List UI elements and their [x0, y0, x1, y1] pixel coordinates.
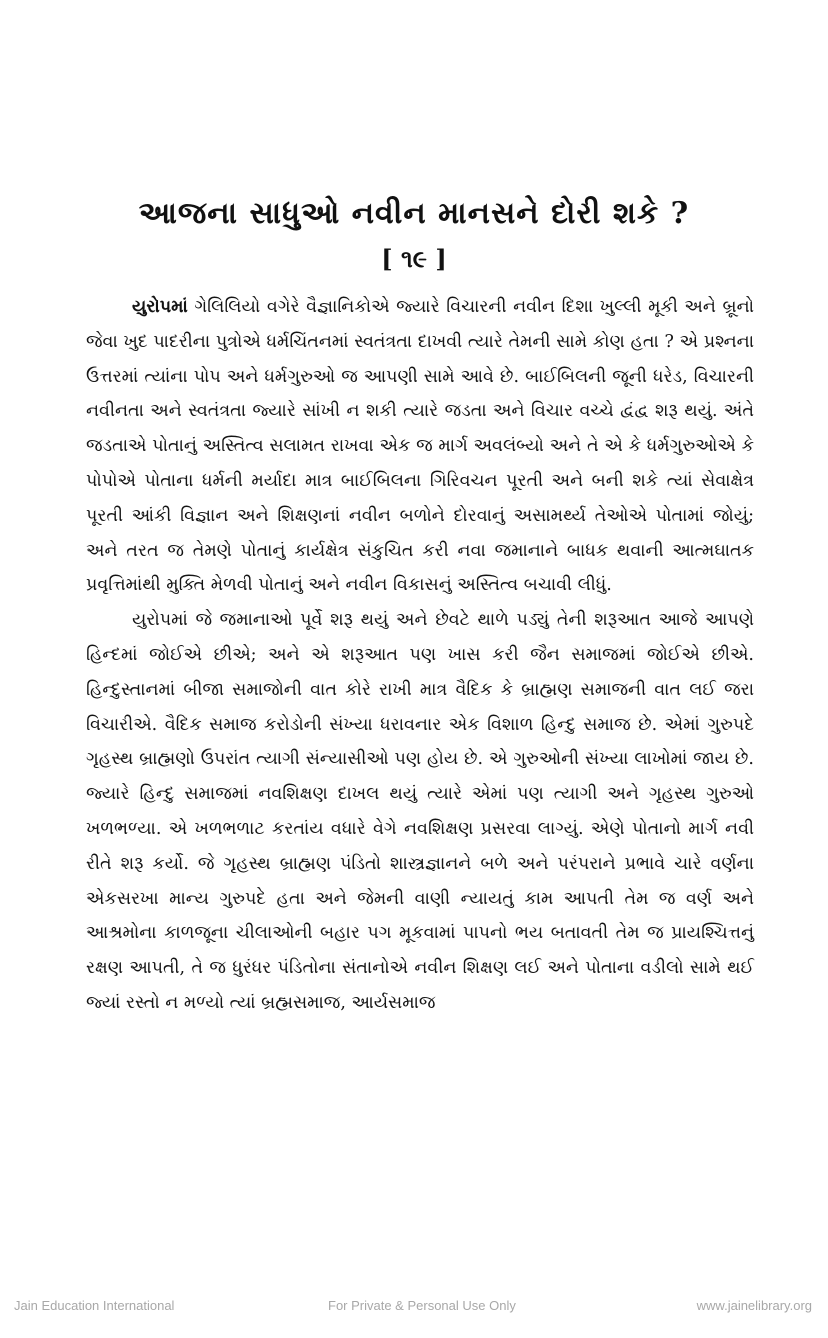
paragraph-text: ગેલિલિયો વગેરે વૈજ્ઞાનિકોએ જ્યારે વિચારની નવીન દિશા ખુલ્લી મૂકી અને બ્રૂનો જેવા ખુદ પાદરીના પુત્રોએ ધર્મચિંતનમાં સ્વતંત્રતા દાખવી ત્યારે તેમની સામે કોણ હતા ? એ પ્રશ્નના ઉત્તરમાં ત્યાંના પોપ અને ધર્મગુરુઓ જ આપણી સામે આવે છે. બાઈબિલની જૂની ધરેડ, વિચારની નવીનતા અને સ્વતંત્રતા જ્યારે સાંખી ન શકી ત્યારે જડતા અને વિચાર વચ્ચે દ્વંદ્વ શરૂ થયું. અંતે જડતાએ પોતાનું અસ્તિત્વ સલામત રાખવા એક જ માર્ગ અવલંબ્યો અને તે એ કે ધર્મગુરુઓએ કે પોપોએ પોતાના ધર્મની મર્યાદા માત્ર બાઈબિલના ગિરિવચન પૂરતી અને બની શકે ત્યાં સેવાક્ષેત્ર પૂરતી આંકી વિજ્ઞાન અને શિક્ષણનાં નવીન બળોને દોરવાનું અસામર્થ્ય તેઓએ પોતામાં જોયું; અને તરત જ તેમણે પોતાનું કાર્યક્ષેત્ર સંકુચિત કરી નવા જમાનાને બાધક થવાની આત્મઘાતક પ્રવૃત્તિમાંથી મુક્તિ મેળવી પોતાનું અને નવીન વિકાસનું અસ્તિત્વ બચાવી લીધું. [86, 297, 754, 596]
footer-website-link[interactable]: www.jainelibrary.org [696, 1298, 812, 1313]
page-footer [0, 1298, 828, 1318]
paragraph-1 [86, 290, 754, 603]
page-title: આજના સાધુઓ નવીન માનસને દોરી શકે ? [138, 196, 690, 231]
chapter-number: [ ૧૯ ] [381, 244, 447, 273]
footer-usage-notice: For Private & Personal Use Only [328, 1298, 516, 1313]
paragraph-2 [86, 603, 754, 1021]
paragraph-text: યુરોપમાં જે જમાનાઓ પૂર્વે શરૂ થયું અને છેવટે થાળે પડ્યું તેની શરૂઆત આજે આપણે હિન્દમાં જોઈએ છીએ; અને એ શરૂઆત પણ ખાસ કરી જૈન સમાજમાં જોઈએ છીએ. હિન્દુસ્તાનમાં બીજા સમાજોની વાત કોરે રાખી માત્ર વૈદિક કે બ્રાહ્મણ સમાજની વાત લઈ જરા વિચારીએ. વૈદિક સમાજ કરોડોની સંખ્યા ધરાવનાર એક વિશાળ હિન્દુ સમાજ છે. એમાં ગુરુપદે ગૃહસ્થ બ્રાહ્મણો ઉપરાંત ત્યાગી સંન્યાસીઓ પણ હોય છે. એ ગુરુઓની સંખ્યા લાખોમાં જાય છે. જ્યારે હિન્દુ સમાજમાં નવશિક્ષણ દાખલ થયું ત્યારે એમાં પણ ત્યાગી અને ગૃહસ્થ ગુરુઓ ખળભળ્યા. એ ખળભળાટ કરતાંય વધારે વેગે નવશિક્ષણ પ્રસરવા લાગ્યું. એણે પોતાનો માર્ગ નવી રીતે શરૂ કર્યો. જે ગૃહસ્થ બ્રાહ્મણ પંડિતો શાસ્ત્રજ્ઞાનને બળે અને પરંપરાને પ્રભાવે ચારે વર્ણના એકસરખા માન્ય ગુરુપદે હતા અને જેમની વાણી ન્યાયતું કામ આપતી તેમ જ વર્ણ અને આશ્રમોના કાળજૂના ચીલાઓની બહાર પગ મૂકવામાં પાપનો ભય બતાવતી તેમ જ પ્રાયશ્ચિત્તનું રક્ષણ આપતી, તે જ ધુરંધર પંડિતોના સંતાનોએ નવીન શિક્ષણ લઈ અને પોતાના વડીલો સામે થઈ જ્યાં રસ્તો ન મળ્યો ત્યાં બ્રહ્મસમાજ, આર્યસમાજ [86, 610, 754, 1013]
body-text [86, 290, 754, 1021]
footer-publisher: Jain Education International [14, 1298, 175, 1313]
paragraph-lead-word: યુરોપમાં [132, 297, 188, 317]
